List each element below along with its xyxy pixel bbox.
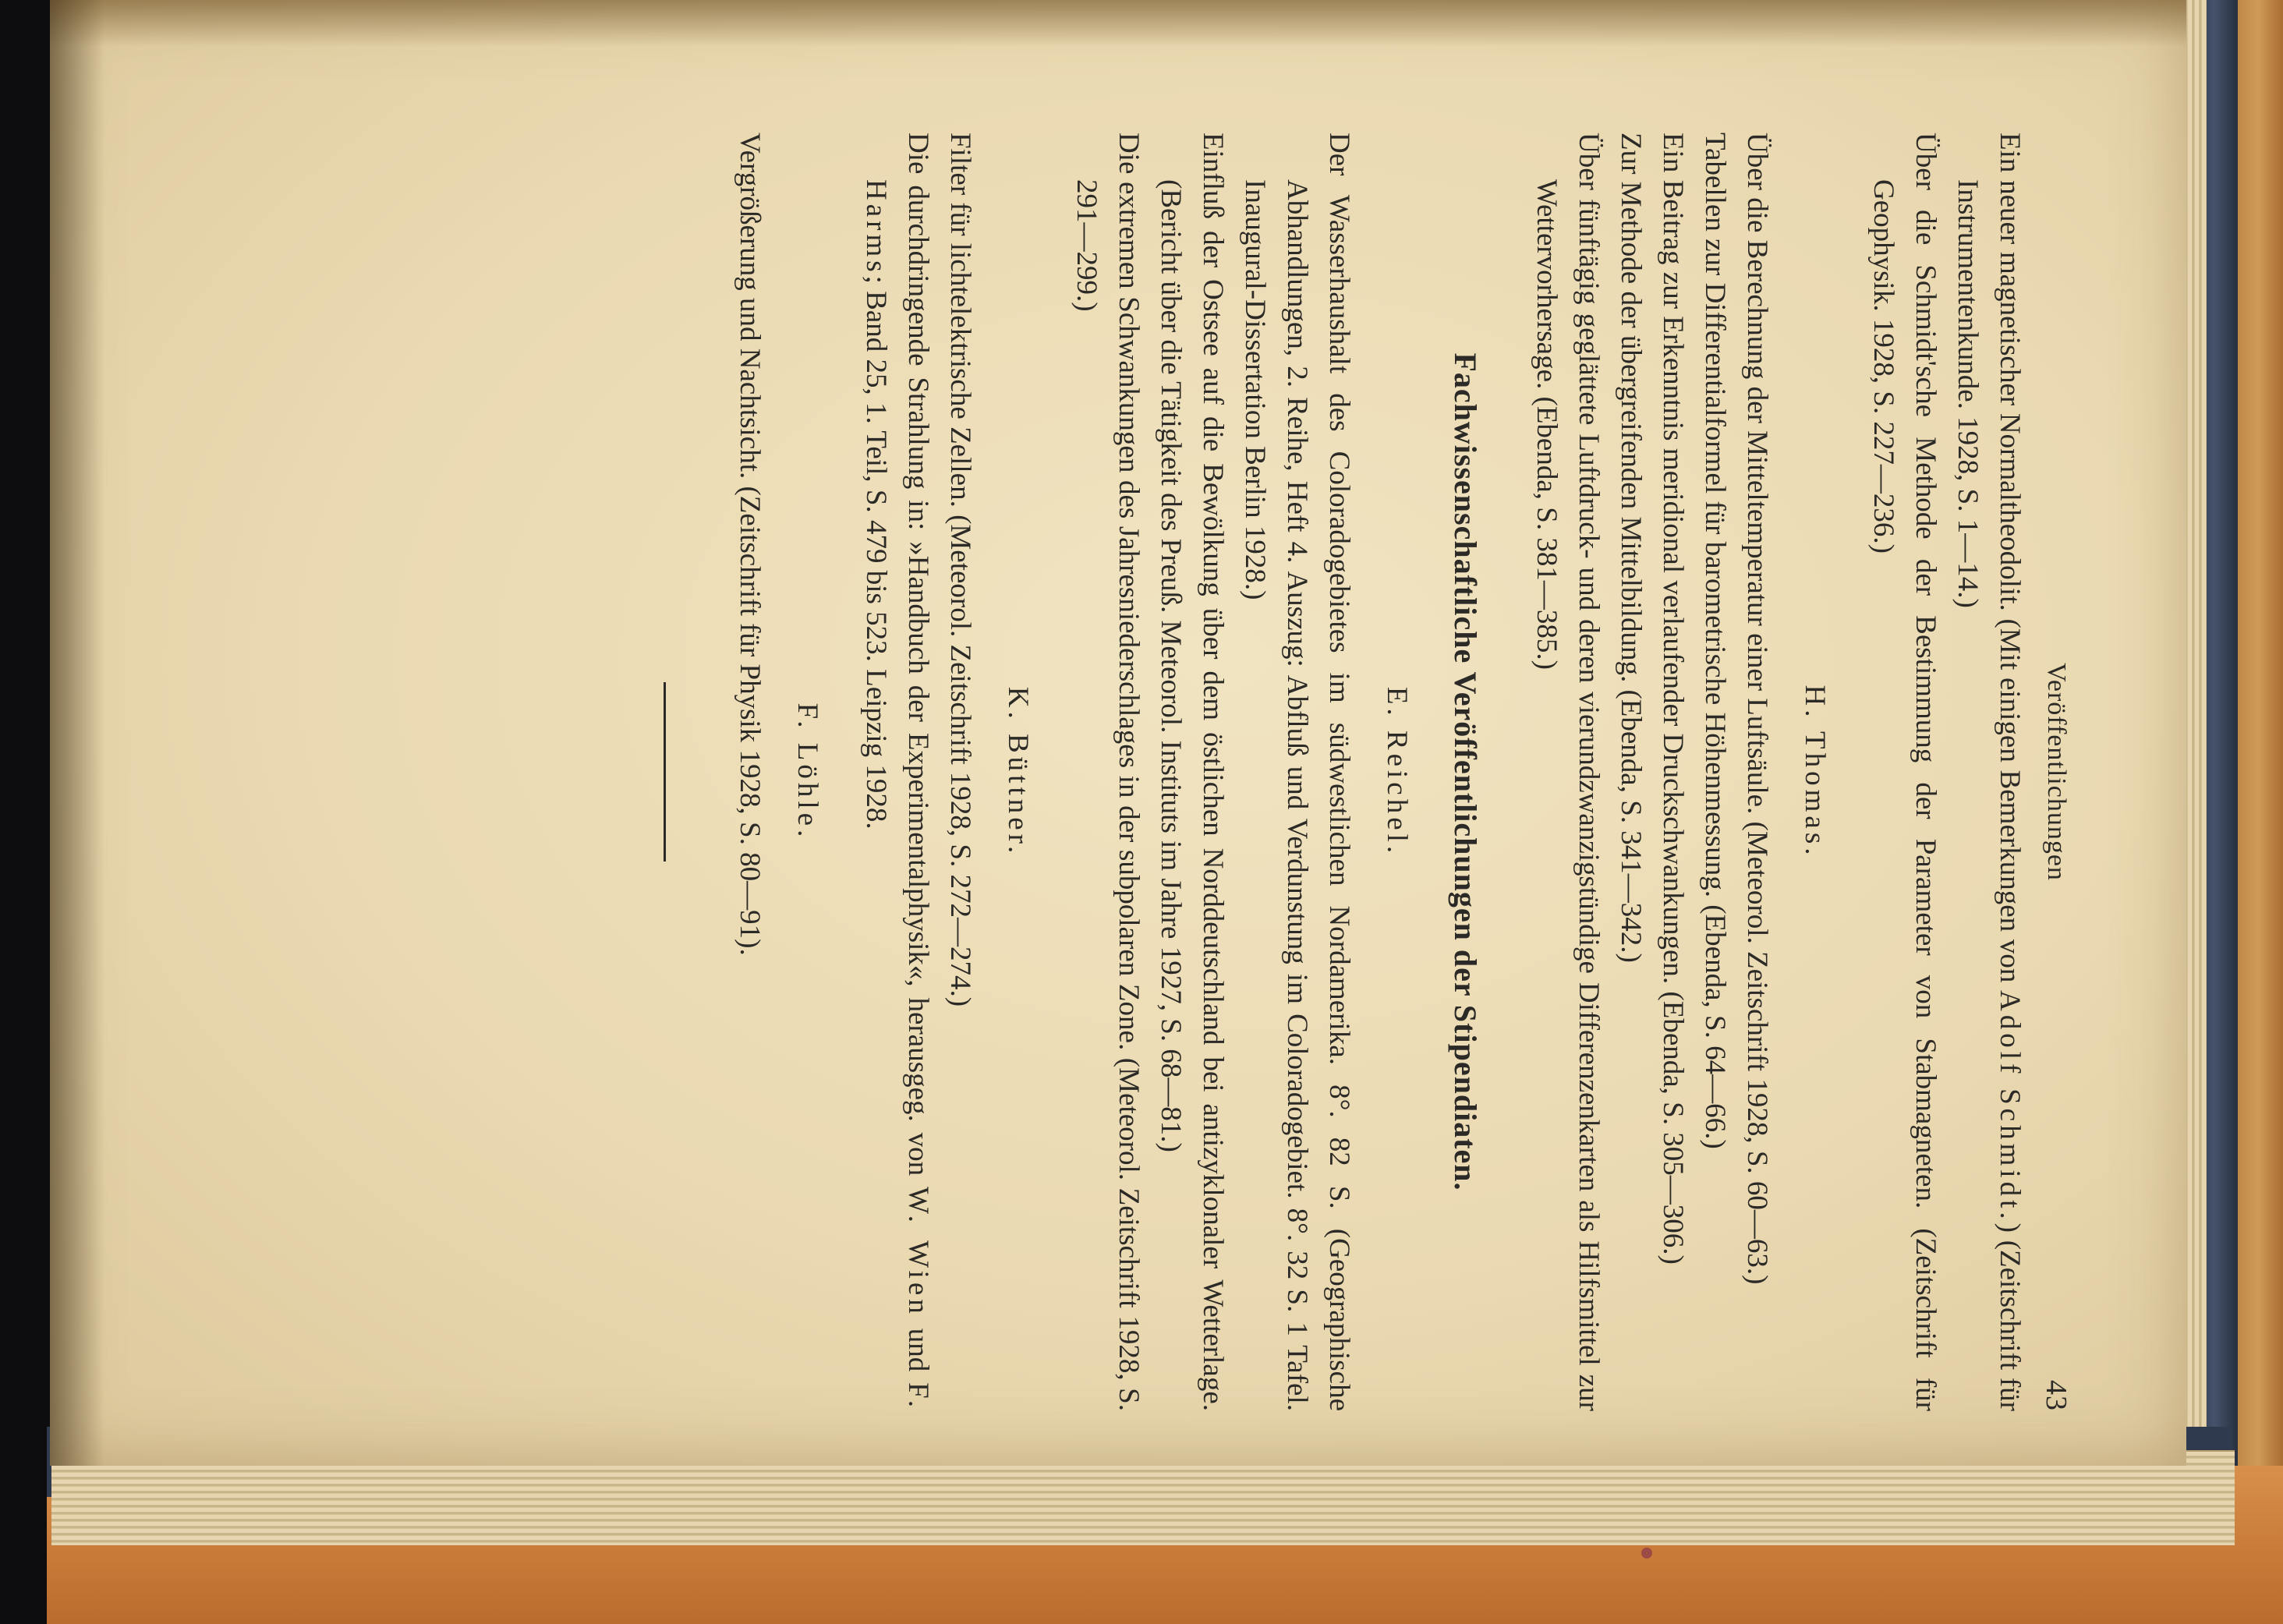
publication-entry: Vergrößerung und Nachtsicht. (Zeitschrift für Physik 1928, S. 80—91). bbox=[734, 133, 766, 956]
publication-entry bbox=[1946, 133, 2030, 1411]
book-page bbox=[50, 0, 2186, 1466]
publication-entry: Die extremen Schwankungen des Jahresniederschlages in der subpolaren Zone. (Meteorol. Zeitschrift 1928, S. 291—299.) bbox=[1071, 133, 1145, 1411]
publication-entry: Über fünftägig geglättete Luftdruck- und deren vierundzwanzigstündige Differenzenkarten als Hilfsmittel zur Wettervorhersage. (Ebenda, S. 381—385.) bbox=[1531, 133, 1605, 1411]
entry-editor-name: F. Harms bbox=[860, 179, 934, 1411]
entry-text: ; Band 25, 1. Teil, S. 479 bis 523. Leipzig 1928. bbox=[860, 275, 892, 830]
entry-text: und bbox=[902, 1317, 934, 1383]
page-gutter-shadow bbox=[50, 0, 2186, 47]
entry-author-name: Adolf Schmidt. bbox=[1994, 990, 2026, 1223]
running-head-title: Veröffentlichungen bbox=[2042, 663, 2071, 881]
publication-entry: Zur Methode der übergreifenden Mittelbildung. (Ebenda, S. 341—342.) bbox=[1615, 133, 1647, 963]
entry-text: Die durchdringende Strahlung in: »Handbuch der Experimentalphysik«, herausgeg. von bbox=[902, 133, 934, 1187]
running-head bbox=[2030, 133, 2077, 1411]
entry-editor-name: W. Wien bbox=[902, 1187, 934, 1318]
rotated-text-block bbox=[284, 133, 2077, 1411]
section-title: Fachwissenschaftliche Veröffentlichungen der Stipendiaten. bbox=[1448, 352, 1483, 1191]
author-heading-thomas: H. Thomas. bbox=[1799, 685, 1831, 859]
page-number: 43 bbox=[2040, 1380, 2072, 1411]
entry-text: Ein neuer magnetischer Normaltheodolit. (Mit einigen Bemerkungen von bbox=[1994, 133, 2026, 991]
paper-stain bbox=[1641, 1548, 1652, 1559]
author-heading-reichel: E. Reichel. bbox=[1381, 686, 1413, 858]
page-edge-shadow bbox=[50, 0, 104, 1466]
publication-entry: Tabellen zur Differentialformel für barometrische Höhenmessung. (Ebenda, S. 64—66.) bbox=[1699, 133, 1731, 1149]
end-rule bbox=[664, 682, 666, 862]
publication-entry: Filter für lichtelektrische Zellen. (Meteorol. Zeitschrift 1928, S. 272—274.) bbox=[944, 133, 976, 1007]
publication-entry: Über die Schmidt'sche Methode der Bestimmung der Parameter von Stabmagneten. (Zeitschrift für Geophysik. 1928, S. 227—236.) bbox=[1867, 133, 1941, 1411]
entry-text: ) (Zeitschrift für Instrumentenkunde. 1928, S. 1—14.) bbox=[1952, 179, 2026, 1411]
publication-entry bbox=[855, 133, 939, 1411]
publication-entry: Über die Berechnung der Mitteltemperatur einer Luftsäule. (Meteorol. Zeitschrift 1928, S. 60—63.) bbox=[1741, 133, 1773, 1285]
publication-entry: Der Wasserhaushalt des Coloradogebietes im südwestlichen Nordamerika. 8°. 82 S. (Geographische Abhandlungen, 2. Reihe, Heft 4. Auszug: Abfluß und Verdunstung im Coloradogebiet. 8°. 32 S. 1 Tafel. Inaugural-Dissertation Berlin 1928.) bbox=[1239, 133, 1355, 1411]
publication-entry: Einfluß der Ostsee auf die Bewölkung über dem östlichen Norddeutschland bei antizyklonaler Wetterlage. (Bericht über die Tätigkeit des Preuß. Meteorol. Instituts im Jahre 1927, S. 68—81.) bbox=[1155, 133, 1229, 1411]
publication-entry: Ein Beitrag zur Erkenntnis meridional verlaufender Druckschwankungen. (Ebenda, S. 305—306.) bbox=[1657, 133, 1689, 1265]
author-heading-buettner: K. Büttner. bbox=[1002, 686, 1034, 858]
author-heading-loehle: F. Löhle. bbox=[791, 702, 823, 841]
